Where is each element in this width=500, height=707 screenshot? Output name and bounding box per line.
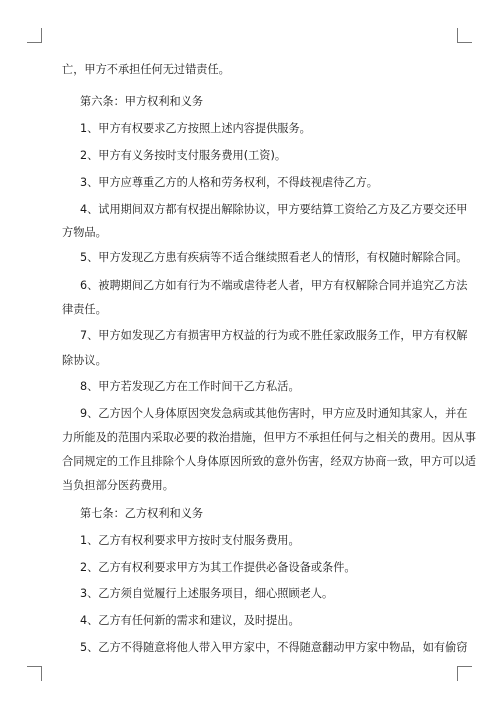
clause-line: 3、乙方须自觉履行上述服务项目，细心照顾老人。	[80, 587, 334, 600]
clause-line: 4、试用期间双方都有权提出解除协议，甲方要结算工资给乙方及乙方要交还甲	[80, 203, 468, 216]
clause-line: 除协议。	[62, 354, 107, 367]
crop-mark-bottom-right	[457, 666, 472, 681]
clause-line: 2、甲方有义务按时支付服务费用(工资)。	[80, 149, 287, 162]
clause-line: 6、被聘期间乙方如有行为不端或虐待老人者，甲方有权解除合同并追究乙方法	[80, 279, 468, 292]
clause-line: 8、甲方若发现乙方在工作时间干乙方私活。	[80, 380, 300, 393]
crop-mark-top-right	[457, 28, 472, 43]
section-heading-6: 第六条：甲方权利和义务	[80, 95, 204, 108]
clause-line: 7、甲方如发现乙方有损害甲方权益的行为或不胜任家政服务工作，甲方有权解	[80, 329, 468, 342]
clause-line: 合同规定的工作且排除个人身体原因所致的意外伤害，经双方协商一致，甲方可以适	[62, 455, 476, 468]
clause-line: 当负担部分医药费用。	[62, 479, 174, 492]
section-heading-7: 第七条：乙方权利和义务	[80, 507, 204, 520]
clause-line: 9、乙方因个人身体原因突发急病或其他伤害时，甲方应及时通知其家人，并在	[80, 407, 468, 420]
clause-line: 方物品。	[62, 226, 107, 239]
crop-mark-bottom-left	[27, 666, 42, 681]
clause-line: 1、乙方有权利要求甲方按时支付服务费用。	[80, 534, 300, 547]
clause-line: 5、乙方不得随意将他人带入甲方家中，不得随意翻动甲方家中物品，如有偷窃	[80, 641, 468, 654]
clause-line: 4、乙方有任何新的需求和建议，及时提出。	[80, 614, 300, 627]
crop-mark-top-left	[27, 28, 42, 43]
clause-line: 2、乙方有权利要求甲方为其工作提供必备设备或条件。	[80, 561, 356, 574]
clause-line: 律责任。	[62, 303, 107, 316]
clause-line: 3、甲方应尊重乙方的人格和劳务权利，不得歧视虐待乙方。	[80, 176, 378, 189]
clause-line: 1、甲方有权要求乙方按照上述内容提供服务。	[80, 122, 311, 135]
clause-line: 5、甲方发现乙方患有疾病等不适合继续照看老人的情形，有权随时解除合同。	[80, 251, 468, 264]
paragraph-line: 亡，甲方不承担任何无过错责任。	[62, 63, 230, 76]
clause-line: 力所能及的范围内采取必要的救治措施，但甲方不承担任何与之相关的费用。因从事	[62, 431, 476, 444]
